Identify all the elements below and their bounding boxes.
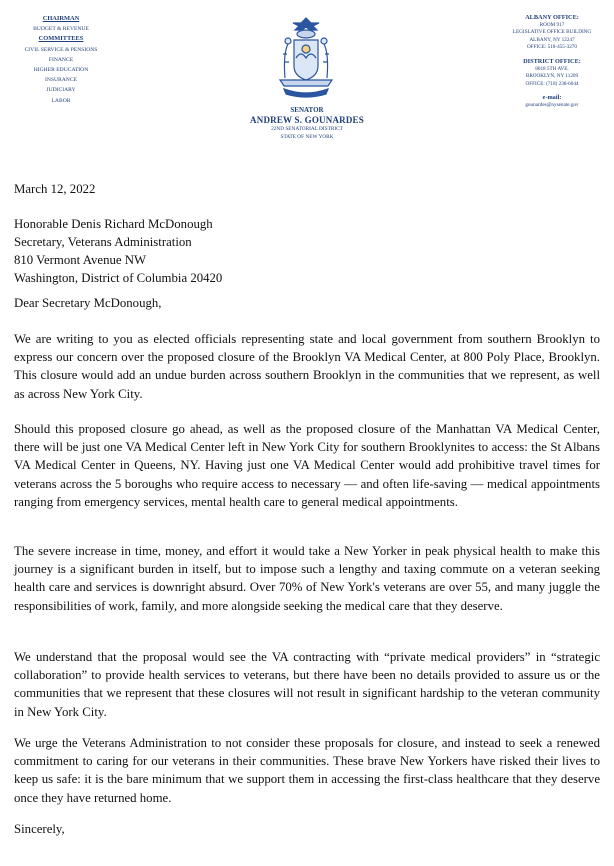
state-label: STATE OF NEW YORK (280, 133, 334, 140)
district-office-line: 8018 5TH AVE. (535, 65, 569, 72)
committee-list (0, 14, 122, 106)
committee-item: FINANCE (48, 56, 74, 63)
salutation: Dear Secretary McDonough, (14, 296, 162, 310)
committee-item: JUDICIARY (46, 87, 76, 94)
chairman-item: BUDGET & REVENUE (33, 26, 89, 33)
district-label: 22ND SENATORIAL DISTRICT (271, 126, 343, 132)
albany-office-line: OFFICE: 518-455-3270 (526, 44, 577, 51)
senator-title: SENATOR (290, 106, 324, 114)
albany-office-line: ROOM 917 (539, 21, 565, 28)
committee-item: HIGHER EDUCATION (33, 67, 89, 74)
albany-office-line: LEGISLATIVE OFFICE BUILDING (512, 29, 592, 36)
closing: Sincerely, (14, 822, 65, 836)
letter-date: March 12, 2022 (14, 182, 96, 196)
email-heading: e-mail: (542, 94, 562, 102)
chairman-heading: CHAIRMAN (42, 15, 80, 22)
recipient-line: Secretary, Veterans Administration (14, 235, 192, 249)
body-paragraph: We urge the Veterans Administration to not consider these proposals for closure, and instead to seek a renewed commitment to caring for our veterans in their communities. These brave New Yorkers have risked their lives to keep us safe: it is the bare minimum that we support them in accessing the first-class healthcare that they deserve once they have returned home. (14, 736, 600, 805)
recipient-address (14, 215, 222, 287)
committee-item: INSURANCE (44, 77, 77, 84)
recipient-line: Honorable Denis Richard McDonough (14, 217, 213, 231)
recipient-line: Washington, District of Columbia 20420 (14, 271, 223, 285)
district-office-heading: DISTRICT OFFICE: (523, 57, 581, 65)
committee-item: CIVIL SERVICE & PENSIONS (24, 46, 98, 53)
body-paragraph: Should this proposed closure go ahead, as well as the proposed closure of the Manhattan VA Medical Center, there will be just one VA Medical Center left in New York City for southern Brooklynites to access: the St Albans VA Medical Center in Queens, NY. Having just one VA Medical Center would add prohibitive travel times for veterans across the 5 boroughs who require access to necessary — and often life-saving — medical appointments ranging from emergency services, mental health care to general medical appointments. (14, 422, 600, 509)
district-office-line: OFFICE: (718) 238-6044 (525, 80, 579, 87)
district-office-line: BROOKLYN, NY 11209 (525, 73, 579, 80)
body-paragraph: The severe increase in time, money, and effort it would take a New Yorker in peak physical health to make this journey is a significant burden in itself, but to impose such a lengthy and taxing commute on a veteran seeking health care and services is downright absurd. Over 70% of New York's veterans are over 55, and many juggle the responsibilities of work, family, and more alongside seeking the medical care that they deserve. (14, 544, 600, 613)
senator-name-block (207, 106, 407, 141)
committees-heading: COMMITTEES (38, 35, 84, 43)
new-york-state-seal-icon (258, 14, 354, 100)
senator-name: ANDREW S. GOUNARDES (250, 115, 364, 125)
recipient-line: 810 Vermont Avenue NW (14, 253, 147, 267)
albany-office-heading: ALBANY OFFICE: (525, 14, 579, 21)
body-paragraph: We are writing to you as elected officials representing state and local government from southern Brooklyn to express our concern over the proposed closure of the Brooklyn VA Medical Center, at 800 Poly Place, Brooklyn. This closure would add an undue burden across southern Brooklyn in the communities that we represent, as well as across New York City. (14, 332, 600, 401)
albany-office-line: ALBANY, NY 12247 (529, 36, 575, 43)
committee-item: LABOR (51, 97, 71, 104)
body-paragraph: We understand that the proposal would see the VA contracting with “private medical providers” in “strategic collaboration” to provide health services to veterans, but there have been no details provided to assure us or the communities that we represent that these closures will not result in significant hardship to the veteran community in New York City. (14, 650, 600, 719)
email-address: gounardes@nysenate.gov (525, 101, 579, 108)
office-addresses (492, 14, 612, 110)
